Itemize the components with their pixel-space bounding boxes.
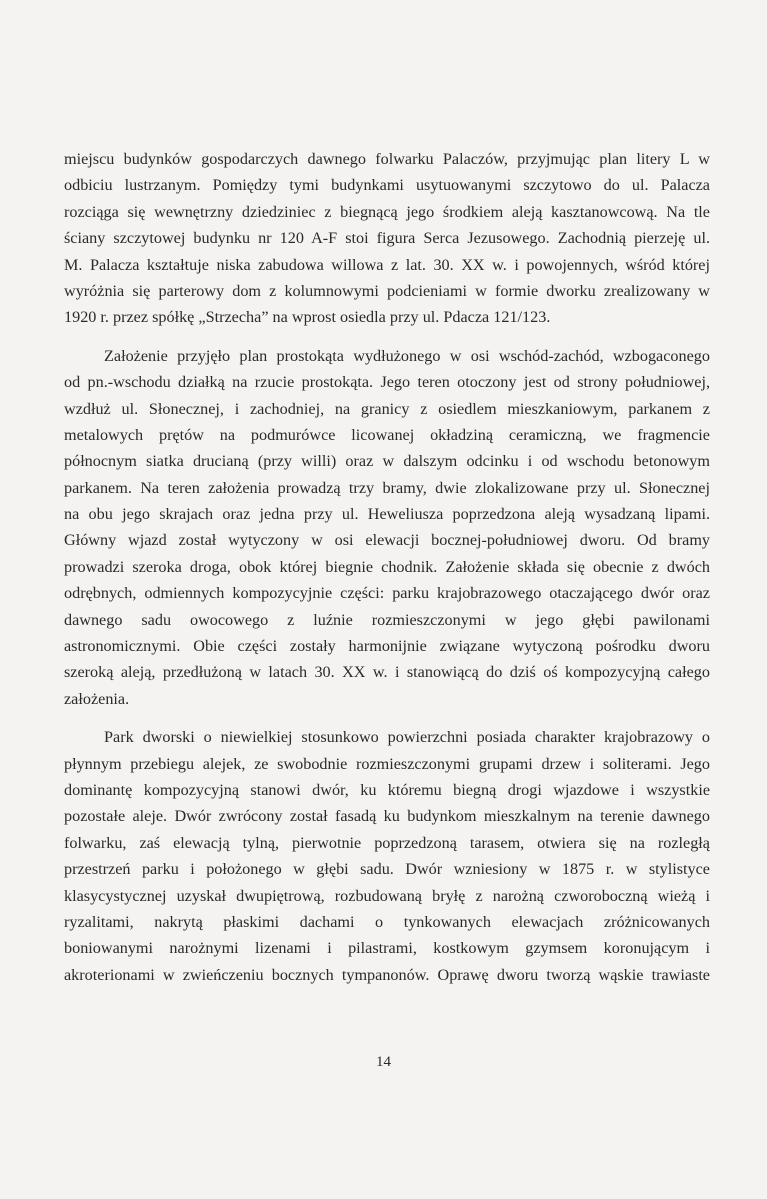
paragraph-1 xyxy=(64,146,710,331)
text-line: od pn.-wschodu działką na rzucie prostokąta. Jego teren otoczony jest od strony południowej, xyxy=(64,373,710,392)
text-line: wzdłuż ul. Słonecznej, i zachodniej, na granicy z osiedlem mieszkaniowym, parkanem z xyxy=(64,399,710,418)
text-line: rozciąga się wewnętrzny dziedziniec z biegnącą jego środkiem aleją kasztanowcową. Na tle xyxy=(64,202,710,221)
text-line: ryzalitami, nakrytą płaskimi dachami o tynkowanych elewacjach zróżnicowanych xyxy=(64,912,710,931)
text-line: klasycystycznej uzyskał dwupiętrową, rozbudowaną bryłę z narożną czworoboczną wieżą i xyxy=(64,886,710,905)
text-line: pozostałe aleje. Dwór zwrócony został fasadą ku budynkom mieszkalnym na terenie dawnego xyxy=(64,807,710,826)
text-line: astronomicznymi. Obie części zostały harmonijnie związane wytyczoną pośrodku dworu xyxy=(64,637,710,656)
text-line: północnym siatka drucianą (przy willi) oraz w dalszym odcinku i od wschodu betonowym xyxy=(64,452,710,471)
text-line: założenia. xyxy=(64,689,130,708)
text-line: na obu jego skrajach oraz jedna przy ul. Heweliusza poprzedzona aleją wysadzaną lipami. xyxy=(64,505,710,524)
text-line: płynnym przebiegu alejek, ze swobodnie rozmieszczonymi grupami drzew i soliterami. Jego xyxy=(64,754,710,773)
text-line: prowadzi szeroka droga, obok której biegnie chodnik. Założenie składa się obecnie z dwóch xyxy=(64,557,710,576)
text-line: odbiciu lustrzanym. Pomiędzy tymi budynkami usytuowanymi szczytowo do ul. Palacza xyxy=(64,176,710,195)
paragraph-3 xyxy=(64,724,710,988)
text-line: parkanem. Na teren założenia prowadzą trzy bramy, dwie zlokalizowane przy ul. Słonecznej xyxy=(64,478,710,497)
text-line: szeroką aleją, przedłużoną w latach 30. XX w. i stanowiącą do dziś oś kompozycyjną całego xyxy=(64,663,710,682)
text-line: M. Palacza kształtuje niska zabudowa willowa z lat. 30. XX w. i powojennych, wśród której xyxy=(64,255,710,274)
body-text xyxy=(64,146,710,988)
text-line: akroterionami w zwieńczeniu bocznych tympanonów. Oprawę dworu tworzą wąskie trawiaste xyxy=(64,965,710,984)
text-line: 1920 r. przez spółkę „Strzecha” na wprost osiedla przy ul. Pdacza 121/123. xyxy=(64,308,551,327)
text-line: Założenie przyjęło plan prostokąta wydłużonego w osi wschód-zachód, wzbogaconego xyxy=(104,346,710,365)
text-line: przestrzeń parku i położonego w głębi sadu. Dwór wzniesiony w 1875 r. w stylistyce xyxy=(64,860,710,879)
text-line: Park dworski o niewielkiej stosunkowo powierzchni posiada charakter krajobrazowy o xyxy=(104,728,710,747)
text-line: dominantę kompozycyjną stanowi dwór, ku któremu biegną drogi wjazdowe i wszystkie xyxy=(64,780,710,799)
text-line: folwarku, zaś elewacją tylną, pierwotnie poprzedzoną tarasem, otwiera się na rozległą xyxy=(64,833,710,852)
text-line: miejscu budynków gospodarczych dawnego folwarku Palaczów, przyjmując plan litery L w xyxy=(64,150,710,168)
text-line: Główny wjazd został wytyczony w osi elewacji bocznej-południowej dworu. Od bramy xyxy=(64,531,710,550)
text-line: boniowanymi narożnymi lizenami i pilastrami, kostkowym gzymsem koronującym i xyxy=(64,939,710,958)
text-line: dawnego sadu owocowego z luźnie rozmieszczonymi w jego głębi pawilonami xyxy=(64,610,710,629)
text-line: ściany szczytowej budynku nr 120 A-F stoi figura Serca Jezusowego. Zachodnią pierzeję ul. xyxy=(64,229,710,248)
text-line: metalowych prętów na podmurówce licowanej okładziną ceramiczną, we fragmencie xyxy=(64,425,710,444)
text-line: odrębnych, odmiennych kompozycyjnie części: parku krajobrazowego otaczającego dwór oraz xyxy=(64,584,710,603)
page-number: 14 xyxy=(376,1054,391,1070)
text-line: wyróżnia się parterowy dom z kolumnowymi podcieniami w formie dworku zrealizowany w xyxy=(64,281,710,300)
paragraph-2 xyxy=(64,343,710,712)
